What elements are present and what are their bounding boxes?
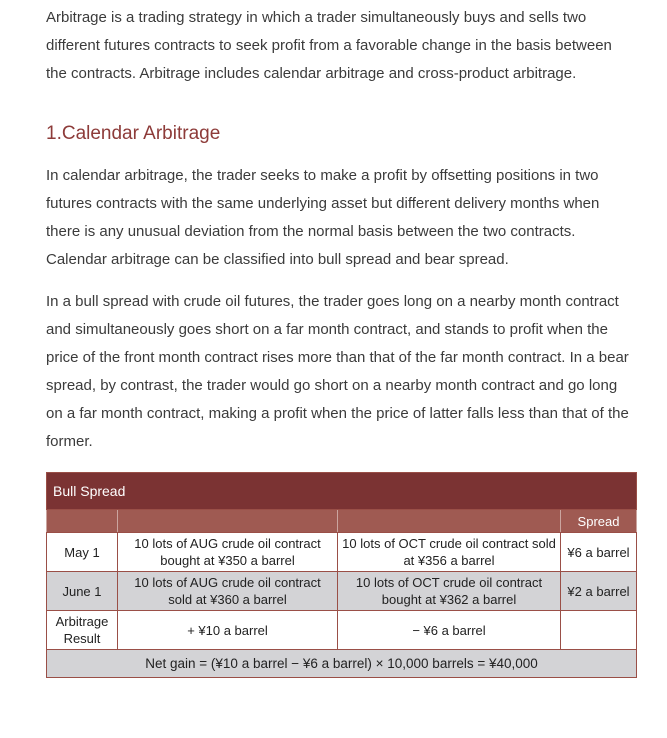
aug-column-header bbox=[118, 510, 338, 533]
spread-value-cell: ¥6 a barrel bbox=[561, 533, 637, 572]
table-caption: Bull Spread bbox=[47, 473, 637, 510]
bull-spread-table bbox=[46, 472, 637, 678]
row-label-cell: Arbitrage Result bbox=[47, 611, 118, 650]
spread-column-header: Spread bbox=[561, 510, 637, 533]
spread-value-cell: ¥2 a barrel bbox=[561, 572, 637, 611]
article bbox=[46, 0, 636, 678]
table-header-row bbox=[47, 510, 637, 533]
spread-value-cell bbox=[561, 611, 637, 650]
table-row-may-1 bbox=[47, 533, 637, 572]
net-gain-cell: Net gain = (¥10 a barrel − ¥6 a barrel) × 10,000 barrels = ¥40,000 bbox=[47, 650, 637, 678]
aug-contract-cell: 10 lots of AUG crude oil contract sold at ¥360 a barrel bbox=[118, 572, 338, 611]
calendar-arbitrage-paragraph: In calendar arbitrage, the trader seeks to make a profit by offsetting positions in two futures contracts with the same underlying asset but different delivery months when there is any unusual deviation from the normal basis between the two contracts. Calendar arbitrage can be classified into bull spread and bear spread. bbox=[46, 167, 600, 268]
oct-result-cell: − ¥6 a barrel bbox=[338, 611, 561, 650]
table-row-june-1 bbox=[47, 572, 637, 611]
aug-result-cell: + ¥10 a barrel bbox=[118, 611, 338, 650]
aug-contract-cell: 10 lots of AUG crude oil contract bought at ¥350 a barrel bbox=[118, 533, 338, 572]
date-column-header bbox=[47, 510, 118, 533]
oct-contract-cell: 10 lots of OCT crude oil contract sold at ¥356 a barrel bbox=[338, 533, 561, 572]
row-label-cell: June 1 bbox=[47, 572, 118, 611]
table-row-arbitrage-result bbox=[47, 611, 637, 650]
row-label-cell: May 1 bbox=[47, 533, 118, 572]
section-heading-calendar-arbitrage: 1.Calendar Arbitrage bbox=[46, 123, 221, 144]
oct-contract-cell: 10 lots of OCT crude oil contract bought at ¥362 a barrel bbox=[338, 572, 561, 611]
table-caption-row bbox=[47, 473, 637, 510]
net-gain-row bbox=[47, 650, 637, 678]
bull-bear-spread-paragraph: In a bull spread with crude oil futures, the trader goes long on a nearby month contract and simultaneously goes short on a far month contract, and stands to profit when the price of the front month contract rises more than that of the far month contract. In a bear spread, by contrast, the trader would go short on a nearby month contract and go long on a far month contract, making a profit when the price of latter falls less than that of the former. bbox=[46, 293, 629, 450]
intro-paragraph: Arbitrage is a trading strategy in which a trader simultaneously buys and sells two different futures contracts to seek profit from a favorable change in the basis between the contracts. Arbitrage includes calendar arbitrage and cross-product arbitrage. bbox=[46, 9, 612, 82]
oct-column-header bbox=[338, 510, 561, 533]
